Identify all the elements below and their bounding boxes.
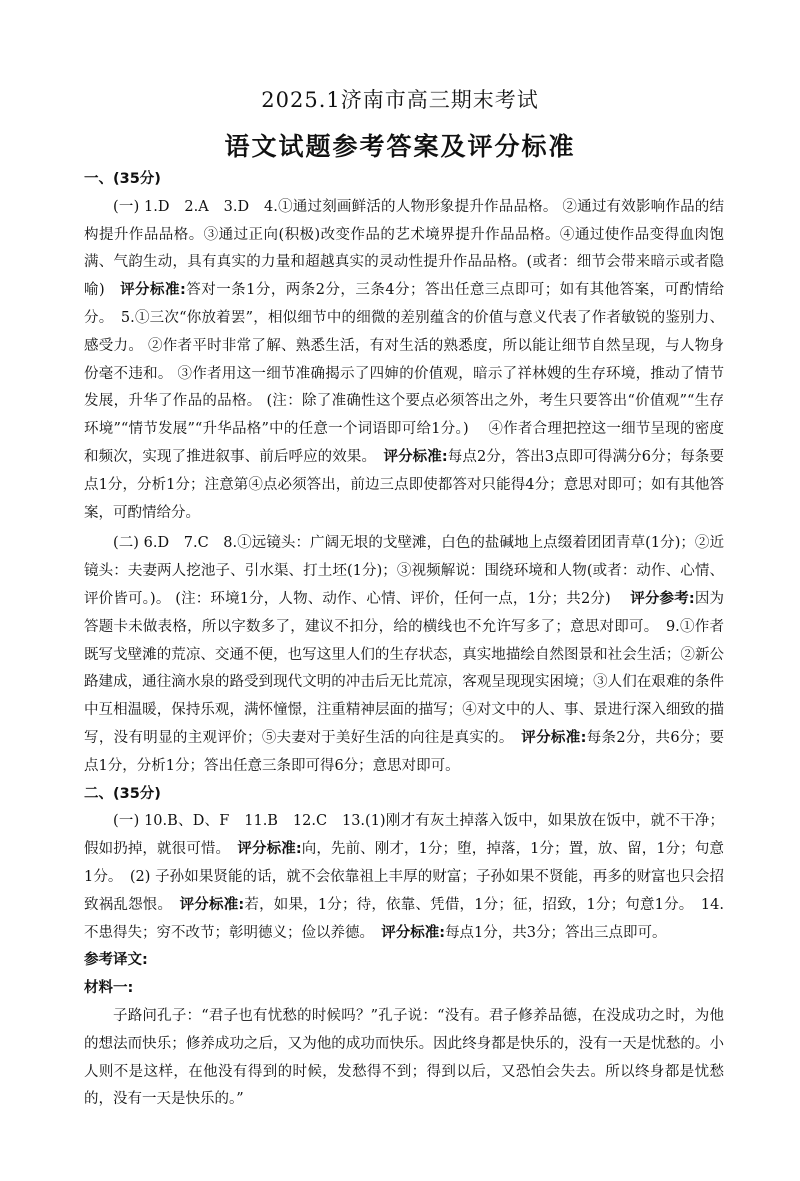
section-1-part-1 <box>84 194 724 528</box>
scoring-label: 评分参考: <box>630 590 695 607</box>
section-2-heading: 二、(35分) <box>84 785 161 802</box>
scoring-label: 评分标准: <box>521 729 587 746</box>
paragraph-text: 每点2分，答出3点即可得满分6分；每条要点1分，分析1分；注意第④点必须答出，前边三点即使都答对只能得4分；意思对即可；如有其他答案，可酌情给分。 <box>84 448 724 521</box>
material-label: 材料一: <box>84 980 134 997</box>
scoring-label: 评分标准: <box>179 896 245 913</box>
paragraph-text: 每点1分，共3分；答出三点即可。 <box>445 924 667 941</box>
section-1-part-2 <box>84 530 724 780</box>
paragraph-text: 向，先前、刚才，1分；堕，掉落，1分；置，放、留，1分；句意1分。 (2) 子孙如果贤能的话，就不会依靠祖上丰厚的财富；子孙如果不贤能，再多的财富也只会招致祸乱怨恨。 <box>84 841 724 913</box>
exam-title: 2025.1济南市高三期末考试 <box>261 88 539 112</box>
document-title: 语文试题参考答案及评分标准 <box>224 132 576 161</box>
paragraph-text: 若，如果，1分；待，依靠、凭借，1分；征，招致，1分；句意1分。 14.不患得失；穷不改节；彰明德义；俭以养德。 <box>84 896 724 941</box>
paragraph-text: 答对一条1分，两条2分，三条4分；答出任意三点即可；如有其他答案，可酌情给分。 5.①三次“你放着罢”，相似细节中的细微的差别蕴含的价值与意义代表了作者敏锐的鉴别力、感受力。 ②作者平时非常了解、熟悉生活，有对生活的熟悉度，所以能让细节自然呈现，与人物身份毫不违和。 ③作者用这一细节准确揭示了四婶的价值观，暗示了祥林嫂的生存环境，推动了情节发展，升华了作品的品格。 (注：除了准确性这个要点必须答出之外，考生只要答出“价值观”“生存环境”“情节发展”“升华品格”中的任意一个词语即可给1分。) ④作者合理把控这一细节呈现的密度和频次，实现了推进叙事、前后呼应的效果。 <box>84 282 724 465</box>
paragraph-text: (一) 10.B、D、F 11.B 12.C 13.(1)刚才有灰土掉落入饭中，如果放在饭中，就不干净；假如扔掉，就很可惜。 <box>84 813 724 858</box>
paragraph-text: (一) 1.D 2.A 3.D 4.①通过刻画鲜活的人物形象提升作品品格。 ②通过有效影响作品的结构提升作品品格。③通过正向(积极)改变作品的艺术境界提升作品品格。④通过使作品变得血肉饱满、气韵生动，具有真实的力量和超越真实的灵动性提升作品品格。(或者：细节会带来暗示或者隐喻) <box>84 198 724 299</box>
translation-text: 子路问孔子：“君子也有忧愁的时候吗？”孔子说：“没有。君子修养品德，在没成功之时，为他的想法而快乐；修养成功之后，又为他的成功而快乐。因此终身都是快乐的，没有一天是忧愁的。小人则不是这样，在他没有得到的时候，发愁得不到；得到以后，又恐怕会失去。所以终身都是忧愁的，没有一天是快乐的。” <box>84 1007 724 1108</box>
paragraph-text: 因为答题卡未做表格，所以字数多了，建议不扣分，给的横线也不允许写多了；意思对即可。 9.①作者既写戈壁滩的荒凉、交通不便，也写这里人们的生存状态，真实地描绘自然图景和社会生活；②新公路建成，通往滴水泉的路受到现代文明的冲击后无比荒凉，客观呈现现实困境；③人们在艰难的条件中互相温暖，保持乐观，满怀憧憬，注重精神层面的描写；④对文中的人、事、景进行深入细致的描写，没有明显的主观评价；⑤夫妻对于美好生活的向往是真实的。 <box>84 590 724 746</box>
paragraph-text: 每条2分，共6分；要点1分，分析1分；答出任意三条即可得6分；意思对即可。 <box>84 729 725 774</box>
scoring-label: 评分标准: <box>383 448 448 465</box>
section-1-heading: 一、(35分) <box>84 171 161 187</box>
translation-heading: 参考译文: <box>84 952 148 969</box>
paragraph-text: (二) 6.D 7.C 8.①远镜头：广阔无垠的戈壁滩，白色的盐碱地上点缀着团团青草(1分)；②近镜头：夫妻两人挖池子、引水渠、打土坯(1分)；③视频解说：围绕环境和人物(或者：动作、心情、评价皆可。)。 (注：环境1分，人物、动作、心情、评价，任何一点，1分；共2分) <box>84 535 724 607</box>
section-2-part-1 <box>84 808 724 947</box>
scoring-label: 评分标准: <box>237 841 302 858</box>
scoring-label: 评分标准: <box>381 924 446 941</box>
answer-content <box>84 166 724 1114</box>
scoring-label: 评分标准: <box>120 282 186 299</box>
